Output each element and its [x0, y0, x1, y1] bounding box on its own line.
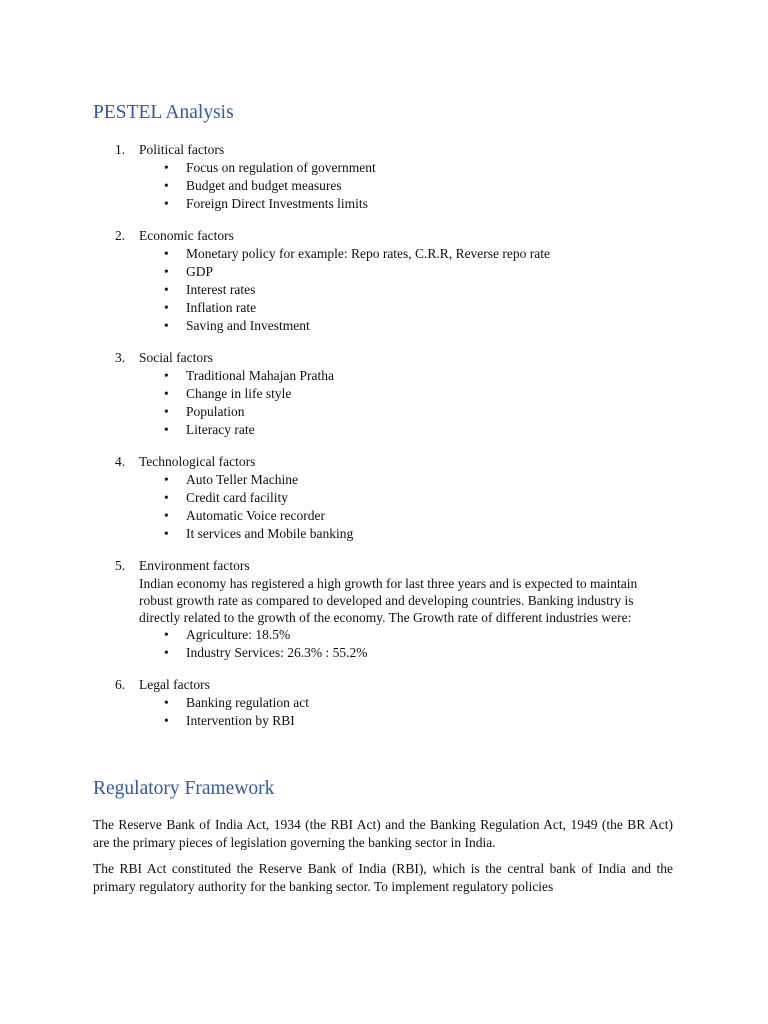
- list-item: • Credit card facility: [164, 490, 288, 505]
- section-environment: [93, 557, 673, 662]
- bullet-icon: •: [164, 160, 169, 175]
- section-political: [93, 141, 673, 213]
- bullet-icon: •: [164, 508, 169, 523]
- list-item: • Banking regulation act: [164, 695, 309, 710]
- regulatory-paragraph: The RBI Act constituted the Reserve Bank of India (RBI), which is the central bank of India and the primary regulatory authority for the banking sector. To implement regulatory policies: [93, 861, 673, 894]
- pestel-section-list: [93, 141, 673, 730]
- list-item: • It services and Mobile banking: [164, 526, 354, 541]
- list-item: • Focus on regulation of government: [164, 160, 376, 175]
- bullet-icon: •: [164, 422, 169, 437]
- section-title: Economic factors: [139, 228, 234, 243]
- list-item: • Industry Services: 26.3% : 55.2%: [164, 645, 368, 660]
- bullet-icon: •: [164, 368, 169, 383]
- section-title: Environment factors: [139, 558, 250, 573]
- pestel-heading: PESTEL Analysis: [93, 102, 234, 123]
- bullet-icon: •: [164, 196, 169, 211]
- bullet-icon: •: [164, 526, 169, 541]
- list-item: • Foreign Direct Investments limits: [164, 196, 368, 211]
- bullet-icon: •: [164, 264, 169, 279]
- section-title: Legal factors: [139, 677, 210, 692]
- list-item: • Inflation rate: [164, 300, 257, 315]
- bullet-icon: •: [164, 472, 169, 487]
- bullet-icon: •: [164, 246, 169, 261]
- bullet-icon: •: [164, 282, 169, 297]
- bullet-list: [139, 159, 673, 213]
- bullet-icon: •: [164, 490, 169, 505]
- section-title: Technological factors: [139, 454, 256, 469]
- bullet-icon: •: [164, 318, 169, 333]
- list-item: • Traditional Mahajan Pratha: [164, 368, 334, 383]
- list-item: • GDP: [164, 264, 214, 279]
- regulatory-paragraph: The Reserve Bank of India Act, 1934 (the RBI Act) and the Banking Regulation Act, 1949 (the BR Act) are the primary pieces of legislation governing the banking sector in India.: [93, 817, 673, 850]
- section-technological: [93, 453, 673, 543]
- section-number: 1.: [115, 142, 126, 157]
- bullet-icon: •: [164, 713, 169, 728]
- bullet-icon: •: [164, 386, 169, 401]
- section-number: 6.: [115, 677, 126, 692]
- bullet-icon: •: [164, 645, 169, 660]
- environment-paragraph: Indian economy has registered a high growth for last three years and is expected to maintain robust growth rate as compared to developed and developing countries. Banking industry is directly related to the growth of the economy. The Growth rate of different industries were:: [139, 576, 638, 625]
- list-item: • Interest rates: [164, 282, 256, 297]
- section-number: 2.: [115, 228, 126, 243]
- section-title: Political factors: [139, 142, 225, 157]
- list-item: • Monetary policy for example: Repo rates, C.R.R, Reverse repo rate: [164, 246, 551, 261]
- section-number: 3.: [115, 350, 126, 365]
- list-item: • Intervention by RBI: [164, 713, 295, 728]
- section-economic: [93, 227, 673, 335]
- bullet-icon: •: [164, 627, 169, 642]
- list-item: • Auto Teller Machine: [164, 472, 299, 487]
- document-content: [93, 100, 673, 904]
- list-item: • Literacy rate: [164, 422, 255, 437]
- regulatory-heading: Regulatory Framework: [93, 778, 275, 799]
- list-item: • Automatic Voice recorder: [164, 508, 325, 523]
- section-number: 5.: [115, 558, 126, 573]
- bullet-list: [139, 245, 673, 335]
- bullet-list: [139, 367, 673, 439]
- list-item: • Agriculture: 18.5%: [164, 627, 291, 642]
- bullet-icon: •: [164, 404, 169, 419]
- list-item: • Population: [164, 404, 245, 419]
- section-number: 4.: [115, 454, 126, 469]
- bullet-list: [139, 471, 673, 543]
- bullet-icon: •: [164, 695, 169, 710]
- list-item: • Change in life style: [164, 386, 292, 401]
- bullet-list: [139, 694, 673, 730]
- section-title: Social factors: [139, 350, 213, 365]
- section-social: [93, 349, 673, 439]
- list-item: • Budget and budget measures: [164, 178, 342, 193]
- section-legal: [93, 676, 673, 730]
- bullet-icon: •: [164, 300, 169, 315]
- bullet-icon: •: [164, 178, 169, 193]
- list-item: • Saving and Investment: [164, 318, 310, 333]
- bullet-list: [139, 626, 673, 662]
